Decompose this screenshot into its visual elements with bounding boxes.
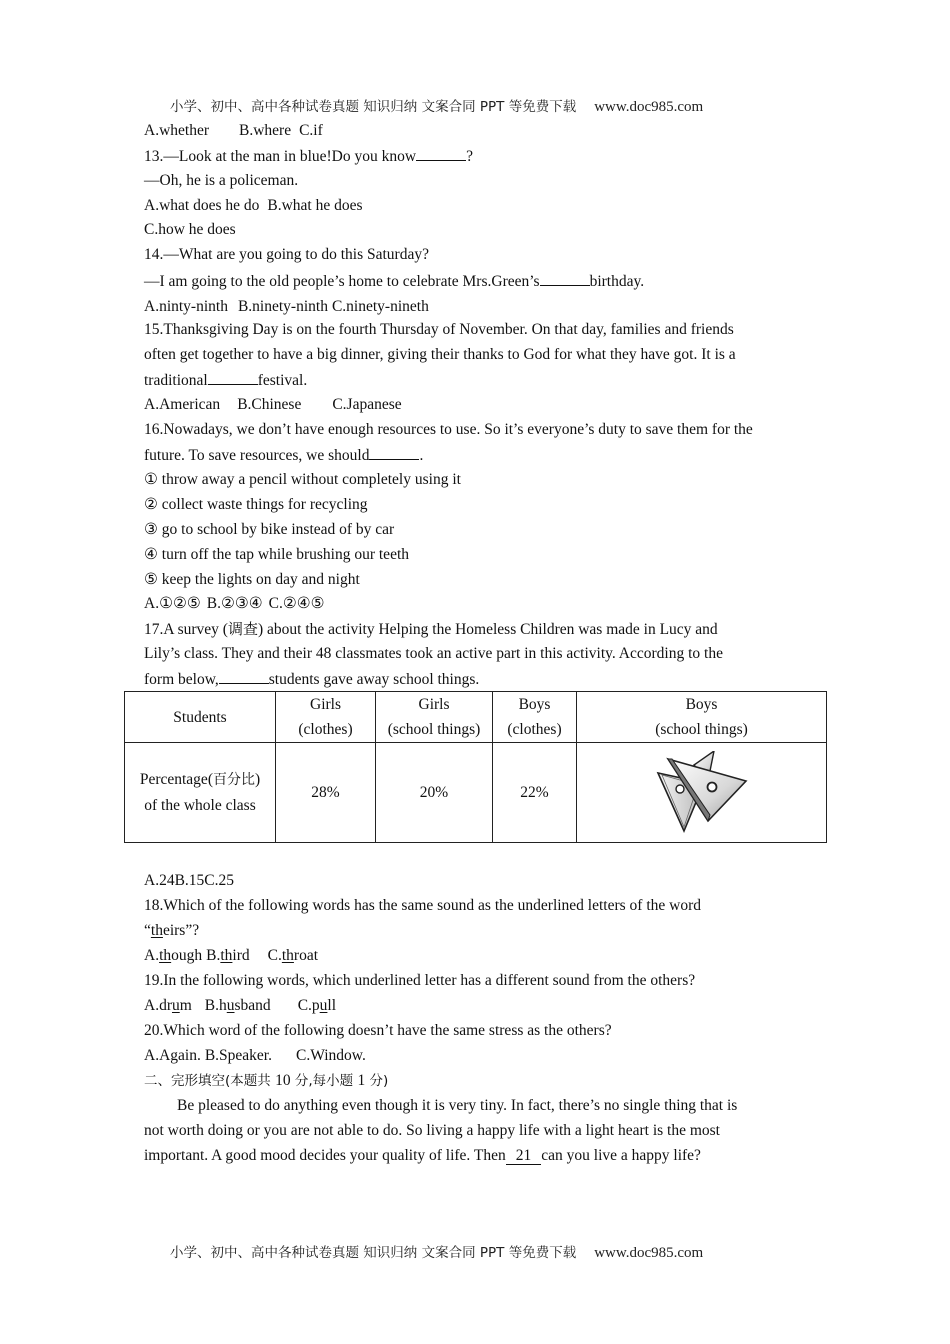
q17-line [144,669,479,689]
option: C.if [299,122,323,139]
row-label: of the whole class [144,797,256,814]
option-suffix: ird [232,947,250,964]
stem-text: festival. [257,372,308,389]
q15-line: 15.Thanksgiving Day is on the fourth Thursday of November. On that day, families and friends [144,321,734,338]
value-cell [276,743,376,843]
option: B.②③④ [206,595,263,612]
option [268,947,318,964]
passage-text: can you live a happy life? [541,1147,701,1164]
q14-stem: 14.—What are you going to do this Saturday? [144,246,429,263]
q19-stem: 19.In the following words, which underlined letter has a different sound from the others? [144,972,696,989]
page-footer [170,1243,703,1263]
option [144,947,202,964]
option-suffix: sband [234,997,271,1014]
q16-item: ② collect waste things for recycling [144,496,368,513]
option-suffix: roat [293,947,319,964]
option-suffix: ll [327,997,337,1014]
header-label: Girls [418,696,450,713]
points-each: 1 [357,1072,366,1089]
q13-reply: —Oh, he is a policeman. [144,172,299,189]
row-label: ) [254,771,261,788]
stem-cjk: 调查 [227,620,258,638]
section-title-text: 二、完形填空(本题共 [144,1073,276,1089]
underlined-letters: th [281,947,294,964]
option: B.ninety-ninth [237,298,328,315]
stem-text: 13.—Look at the man in blue!Do you know [144,148,417,165]
option-suffix: ough [171,947,203,964]
q17-line: Lily’s class. They and their 48 classmates took an active part in this activity. According to the [144,645,723,662]
word-rest: eirs”? [162,922,200,939]
passage-line [144,1146,701,1166]
option: A.American [144,396,221,413]
section-title [144,1071,388,1091]
option [144,997,192,1014]
header-cell [376,692,493,743]
q17-options: A.24B.15C.25 [144,872,234,889]
underlined-letters: th [159,947,172,964]
passage-text: Be pleased to do anything even though it is very tiny. In fact, there’s no single thing that is [177,1097,738,1114]
option: C.ninety-nineth [331,298,429,315]
q16-line: 16.Nowadays, we don’t have enough resources to use. So it’s everyone’s duty to save them for the [144,421,753,438]
option: C.②④⑤ [268,595,325,612]
passage-text: important. A good mood decides your quality of life. Then [144,1147,506,1164]
option [205,997,271,1014]
percentage-value: 28% [311,784,340,801]
header-cell [276,692,376,743]
header-cell [493,692,577,743]
q18-options [144,946,318,966]
answer-blank [416,146,466,161]
option: A.①②⑤ [144,595,201,612]
row-label-cell [125,743,276,843]
option: B.Speaker. [204,1047,272,1064]
value-cell [376,743,493,843]
row-label-cjk: 百分比 [212,772,255,788]
answer-blank [369,445,419,460]
stem-text: 17.A survey ( [144,621,228,638]
stem-text: students gave away school things. [268,671,480,688]
underlined-letters: th [220,947,233,964]
stem-text: traditional [144,372,208,389]
q16-item: ⑤ keep the lights on day and night [144,571,360,588]
q13-option-c: C.how he does [144,221,236,238]
percentage-value: 20% [419,784,449,801]
header-label: Students [173,708,227,726]
q16-item: ③ go to school by bike instead of by car [144,521,395,538]
underlined-letters: u [171,997,180,1014]
stem-text: ? [466,148,473,165]
q16-options [144,594,325,614]
q20-stem: 20.Which word of the following doesn’t have the same stress as the others? [144,1022,612,1039]
footer-url[interactable]: www.doc985.com [594,1245,704,1261]
cloze-blank-21: 21 [506,1148,542,1165]
value-cell [493,743,577,843]
option-prefix: B.h [204,997,227,1014]
q12-options [144,121,323,141]
stem-text: . [419,447,424,464]
passage-line: not worth doing or you are not able to do. So living a happy life with a light heart is the most [144,1122,720,1139]
option: B.where [239,122,292,139]
option-prefix: B. [206,947,221,964]
header-label: Boys [685,696,718,713]
underlined-letters: u [319,997,328,1014]
q17-line [144,619,718,639]
option: C.Window. [295,1047,366,1064]
option: A.Again. [144,1047,201,1064]
header-url[interactable]: www.doc985.com [594,99,704,115]
passage-line [144,1096,737,1116]
image-cell [577,743,827,843]
option: A.ninty-ninth [144,298,228,315]
option: A.whether [144,122,209,139]
header-sublabel: (clothes) [507,721,562,738]
stem-text: ) about the activity Helping the Homeless Children was made in Lucy and [257,621,718,638]
header-label: Girls [310,696,341,713]
q16-item: ④ turn off the tap while brushing our teeth [144,546,409,563]
option-prefix: C.p [297,997,320,1014]
answer-blank [208,370,258,385]
header-label: Boys [518,696,551,713]
option: A.what does he do [144,197,260,214]
header-sublabel: (clothes) [298,721,353,738]
table-row [125,743,827,843]
q15-line [144,370,307,390]
reply-text: birthday. [589,273,645,290]
header-sublabel: (school things) [387,721,481,738]
survey-table [124,691,827,843]
option: B.Chinese [237,396,302,413]
answer-blank [540,271,590,286]
option: B.what he does [267,197,363,214]
header-sublabel: (school things) [655,721,748,738]
row-label: Percentage( [139,771,213,788]
q14-options [144,297,429,317]
section-title-text: 分) [365,1073,389,1089]
q16-line [144,445,423,465]
q15-line: often get together to have a big dinner, giving their thanks to God for what they have got. It is a [144,346,736,363]
option-prefix: A. [144,947,160,964]
underlined-letters: th [150,922,163,939]
stem-text: future. To save resources, we should [144,447,370,464]
option [298,997,336,1014]
q13-options [144,196,363,216]
option-suffix: m [179,997,192,1014]
header-text: 小学、初中、高中各种试卷真题 知识归纳 文案合同 PPT 等免费下载 [170,99,577,115]
page-header [170,97,703,117]
q18-word [144,921,199,941]
reply-text: —I am going to the old people’s home to celebrate Mrs.Green’s [144,273,540,290]
points-total: 10 [275,1072,291,1089]
set-square-rulers-icon [654,751,750,835]
header-cell [577,692,827,743]
q15-options [144,395,402,415]
option-prefix: A.dr [144,997,172,1014]
underlined-letters: u [226,997,235,1014]
q18-line: 18.Which of the following words has the same sound as the underlined letters of the word [144,897,702,914]
answer-blank [219,669,269,684]
stem-text: form below, [144,671,219,688]
percentage-value: 22% [520,784,549,801]
quote-mark: “ [144,922,151,939]
q13-stem [144,146,473,166]
q19-options [144,996,336,1016]
q14-reply [144,271,644,291]
option-prefix: C. [267,947,282,964]
footer-text: 小学、初中、高中各种试卷真题 知识归纳 文案合同 PPT 等免费下载 [170,1245,577,1261]
table-header-row [125,692,827,743]
option [206,947,250,964]
q16-item: ① throw away a pencil without completely using it [144,471,461,488]
header-cell [125,692,276,743]
q20-options [144,1046,366,1066]
section-title-text: 分,每小题 [290,1073,358,1089]
option: C.Japanese [332,396,402,413]
